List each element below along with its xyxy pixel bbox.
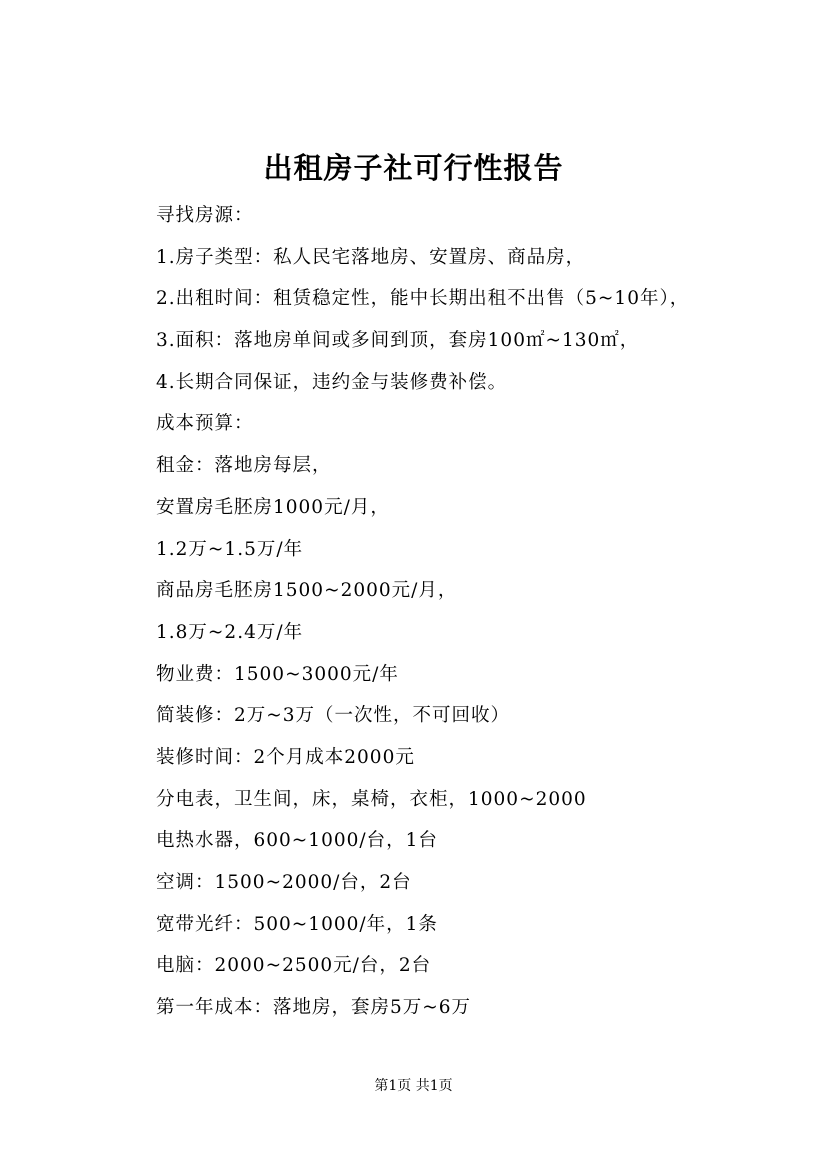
text-line: 2.出租时间：租赁稳定性，能中长期出租不出售（5~10年），	[156, 288, 690, 310]
text-line: 装修时间：2个月成本2000元	[156, 746, 415, 768]
text-line: 安置房毛胚房1000元/月，	[156, 496, 390, 518]
text-line: 商品房毛胚房1500~2000元/月，	[156, 580, 458, 602]
text-line: 成本预算：	[156, 413, 254, 435]
text-line: 物业费：1500~3000元/年	[156, 663, 399, 685]
text-line: 寻找房源：	[156, 205, 254, 226]
text-line: 分电表，卫生间，床，桌椅，衣柜，1000~2000	[156, 788, 587, 810]
text-line: 1.房子类型：私人民宅落地房、安置房、商品房，	[156, 246, 586, 268]
text-line: 简装修：2万~3万（一次性，不可回收）	[156, 705, 511, 727]
document-title: 出租房子社可行性报告	[263, 151, 564, 185]
document-body	[156, 199, 776, 1033]
text-line: 宽带光纤：500~1000/年，1条	[156, 913, 438, 935]
text-line: 1.8万~2.4万/年	[156, 621, 304, 643]
text-line: 电热水器，600~1000/台，1台	[156, 830, 438, 852]
page-footer: 第1页 共1页	[374, 1078, 453, 1094]
text-line: 4.长期合同保证，违约金与装修费补偿。	[156, 371, 508, 393]
text-line: 3.面积：落地房单间或多间到顶，套房100㎡~130㎡，	[156, 330, 640, 352]
text-line: 空调：1500~2000/台，2台	[156, 872, 412, 893]
text-line: 1.2万~1.5万/年	[156, 538, 304, 560]
text-line: 租金：落地房每层，	[156, 455, 332, 477]
text-line: 电脑：2000~2500元/台，2台	[156, 955, 432, 977]
text-line: 第一年成本：落地房，套房5万~6万	[156, 997, 472, 1019]
